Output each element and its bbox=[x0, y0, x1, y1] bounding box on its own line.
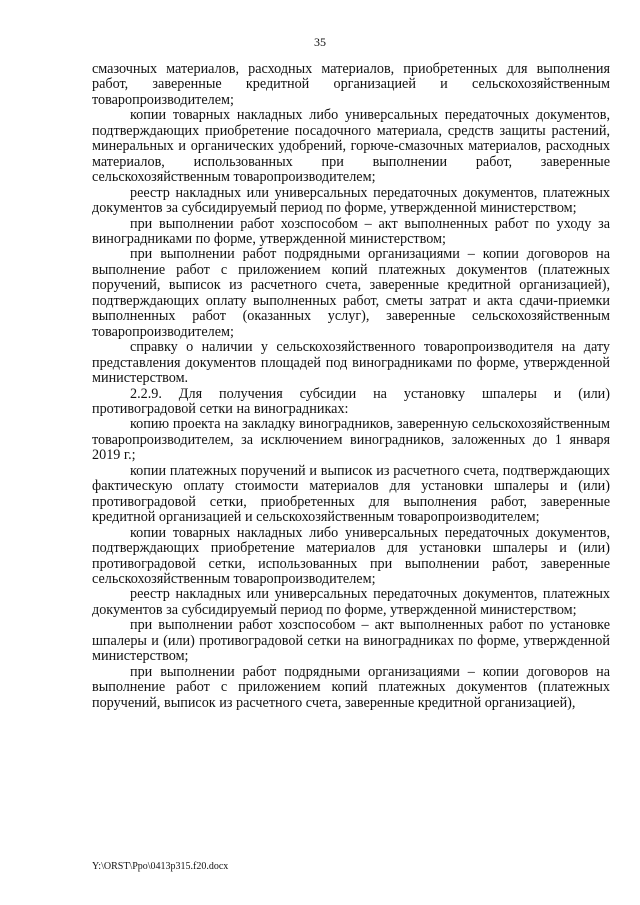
paragraph: копию проекта на закладку виноградников, заверенную сельскохозяйственным товаропроизводителем, за исключением виноградников, заложенных до 1 января 2019 г.; bbox=[92, 416, 610, 464]
paragraph: при выполнении работ подрядными организациями – копии договоров на выполнение работ с приложением копий платежных документов (платежных поручений, выписок из расчетного счета, заверенные кредитной организацией), подтверждающих оплату выполненных работ, сметы затрат и акта сдачи-приемки выполненных работ (оказанных услуг), заверенные сельскохозяйственным товаропроизводителем; bbox=[92, 246, 610, 340]
paragraph: реестр накладных или универсальных передаточных документов, платежных документов за субсидируемый период по форме, утвержденной министерством; bbox=[92, 184, 610, 217]
file-path-footer: Y:\ORST\Ppo\0413p315.f20.docx bbox=[92, 861, 229, 872]
paragraph: при выполнении работ хозспособом – акт выполненных работ по уходу за виноградниками по форме, утвержденной министерством; bbox=[92, 215, 610, 247]
paragraph: при выполнении работ хозспособом – акт выполненных работ по установке шпалеры и (или) противоградовой сетки на виноградниках по форме, утвержденной министерством; bbox=[92, 617, 610, 665]
paragraph-continuation: смазочных материалов, расходных материалов, приобретенных для выполнения работ, заверенные кредитной организацией и сельскохозяйственным товаропроизводителем; bbox=[92, 61, 610, 108]
section-heading-2-2-9: 2.2.9. Для получения субсидии на установку шпалеры и (или) противоградовой сетки на виноградниках: bbox=[92, 385, 610, 417]
paragraph: копии платежных поручений и выписок из расчетного счета, подтверждающих фактическую оплату стоимости материалов для установки шпалеры и (или) противоградовой сетки, приобретенных для выполнения работ, заверенные кредитной организацией и сельскохозяйственным товаропроизводителем; bbox=[92, 462, 610, 526]
paragraph: копии товарных накладных либо универсальных передаточных документов, подтверждающих приобретение посадочного материала, средств защиты растений, минеральных и органических удобрений, горюче-смазочных материалов, расходных материалов, использованных при выполнении работ, заверенные сельскохозяйственным товаропроизводителем; bbox=[92, 107, 610, 186]
paragraph: справку о наличии у сельскохозяйственного товаропроизводителя на дату представления документов площадей под виноградниками по форме, утвержденной министерством. bbox=[92, 339, 610, 387]
page-number: 35 bbox=[314, 35, 326, 49]
paragraph: копии товарных накладных либо универсальных передаточных документов, подтверждающих приобретение материалов для установки шпалеры и (или) противоградовой сетки, использованных при выполнении работ, заверенные сельскохозяйственным товаропроизводителем; bbox=[92, 524, 610, 587]
paragraph: реестр накладных или универсальных передаточных документов, платежных документов за субсидируемый период по форме, утвержденной министерством; bbox=[92, 586, 610, 618]
paragraph: при выполнении работ подрядными организациями – копии договоров на выполнение работ с приложением копий платежных документов (платежных поручений, выписок из расчетного счета, заверенные кредитной организацией), bbox=[92, 663, 610, 711]
document-body bbox=[92, 62, 610, 711]
